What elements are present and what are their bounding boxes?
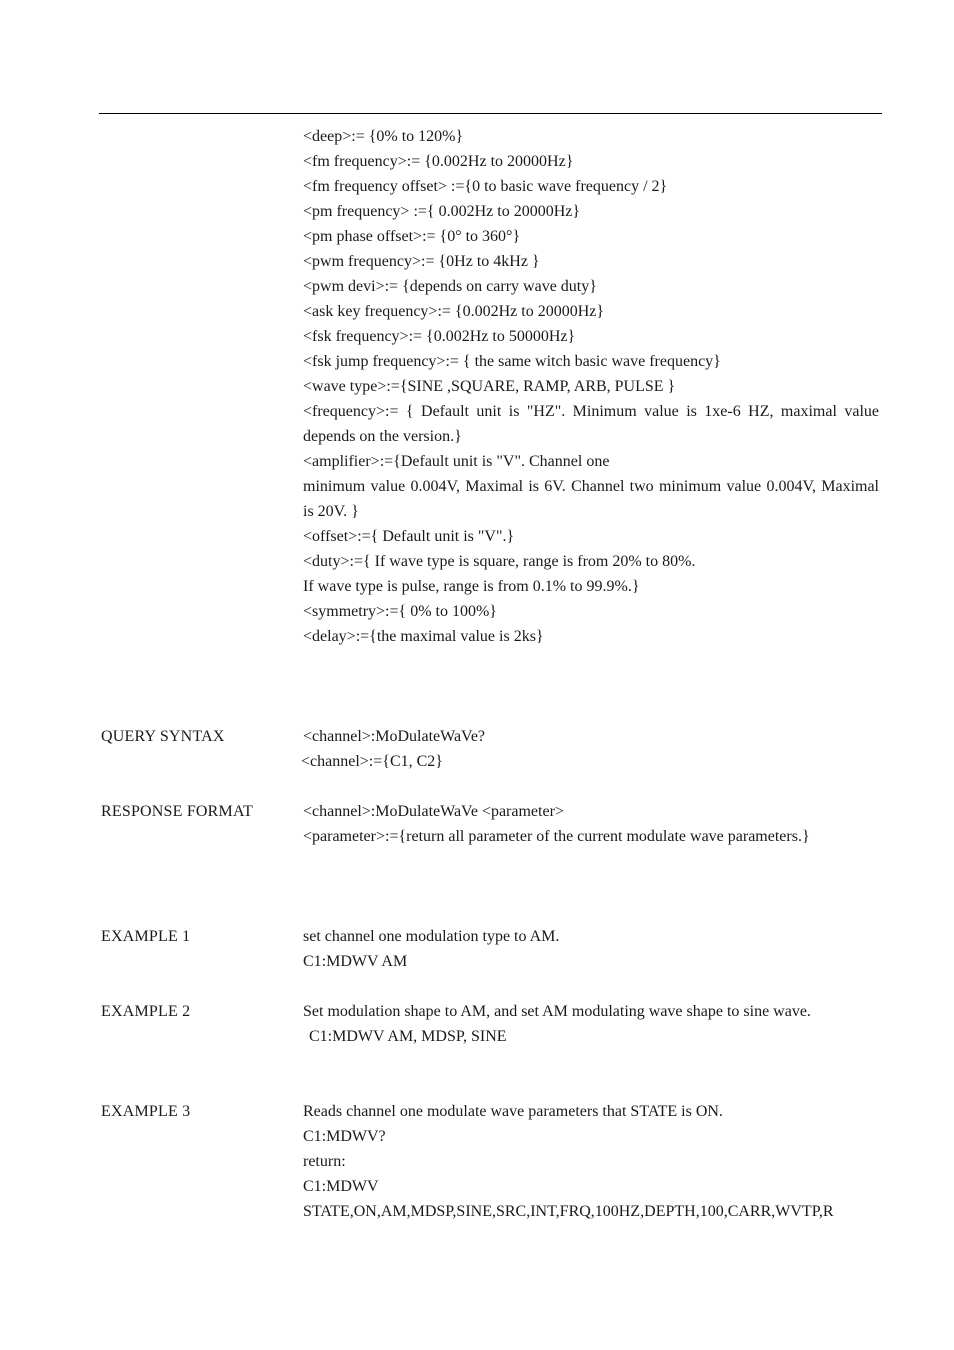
param-pwm-devi: <pwm devi>:= {depends on carry wave duty} xyxy=(303,278,597,295)
example-3-command: C1:MDWV? xyxy=(303,1128,386,1145)
param-delay: <delay>:={the maximal value is 2ks} xyxy=(303,628,544,645)
example-2-body xyxy=(303,999,879,1049)
param-amplifier-line1: <amplifier>:={Default unit is "V". Channel one xyxy=(303,453,610,470)
param-ask-key-frequency: <ask key frequency>:= {0.002Hz to 20000Hz} xyxy=(303,303,605,320)
section-label-query-syntax: QUERY SYNTAX xyxy=(101,728,225,745)
param-symmetry: <symmetry>:={ 0% to 100%} xyxy=(303,603,497,620)
example-3-return-head: C1:MDWV xyxy=(303,1178,379,1195)
example-1-description: set channel one modulation type to AM. xyxy=(303,928,560,945)
param-wave-type: <wave type>:={SINE ,SQUARE, RAMP, ARB, PULSE } xyxy=(303,378,676,395)
query-syntax-body xyxy=(303,724,879,774)
example-1-body xyxy=(303,924,879,974)
example-3-body xyxy=(303,1099,879,1224)
example-2-command: C1:MDWV AM, MDSP, SINE xyxy=(309,1028,507,1045)
section-label-example-1: EXAMPLE 1 xyxy=(101,928,191,945)
param-fm-frequency: <fm frequency>:= {0.002Hz to 20000Hz} xyxy=(303,153,574,170)
param-duty-line1: <duty>:={ If wave type is square, range is from 20% to 80%. xyxy=(303,553,696,570)
section-label-example-3: EXAMPLE 3 xyxy=(101,1103,191,1120)
query-syntax-command: <channel>:MoDulateWaVe? xyxy=(303,728,486,745)
query-syntax-channel: <channel>:={C1, C2} xyxy=(301,753,443,770)
param-deep: <deep>:= {0% to 120%} xyxy=(303,128,464,145)
example-3-return-values: STATE,ON,AM,MDSP,SINE,SRC,INT,FRQ,100HZ,DEPTH,100,CARR,WVTP,R xyxy=(303,1203,834,1220)
section-label-example-2: EXAMPLE 2 xyxy=(101,1003,191,1020)
example-3-return-label: return: xyxy=(303,1153,346,1170)
param-pm-phase-offset: <pm phase offset>:= {0° to 360°} xyxy=(303,228,521,245)
param-duty-line2: If wave type is pulse, range is from 0.1% to 99.9%.} xyxy=(303,578,640,595)
example-1-command: C1:MDWV AM xyxy=(303,953,408,970)
param-fsk-jump-frequency: <fsk jump frequency>:= { the same witch basic wave frequency} xyxy=(303,353,721,370)
param-fm-frequency-offset: <fm frequency offset> :={0 to basic wave frequency / 2} xyxy=(303,178,668,195)
section-label-response-format: RESPONSE FORMAT xyxy=(101,803,253,820)
response-format-parameter: <parameter>:={return all parameter of the current modulate wave parameters.} xyxy=(303,828,810,845)
param-frequency: <frequency>:= { Default unit is "HZ". Minimum value is 1xe-6 HZ, maximal value depends on the version.} xyxy=(303,403,879,445)
parameter-definitions xyxy=(303,124,879,649)
param-amplifier-line2: minimum value 0.004V, Maximal is 6V. Channel two minimum value 0.004V, Maximal is 20V. } xyxy=(303,478,879,520)
param-pm-frequency: <pm frequency> :={ 0.002Hz to 20000Hz} xyxy=(303,203,581,220)
header-rule xyxy=(99,113,882,114)
response-format-body xyxy=(303,799,879,849)
example-3-description: Reads channel one modulate wave parameters that STATE is ON. xyxy=(303,1103,723,1120)
param-pwm-frequency: <pwm frequency>:= {0Hz to 4kHz } xyxy=(303,253,540,270)
param-fsk-frequency: <fsk frequency>:= {0.002Hz to 50000Hz} xyxy=(303,328,576,345)
param-offset: <offset>:={ Default unit is "V".} xyxy=(303,528,515,545)
response-format-command: <channel>:MoDulateWaVe <parameter> xyxy=(303,803,564,820)
example-2-description: Set modulation shape to AM, and set AM modulating wave shape to sine wave. xyxy=(303,1003,811,1020)
